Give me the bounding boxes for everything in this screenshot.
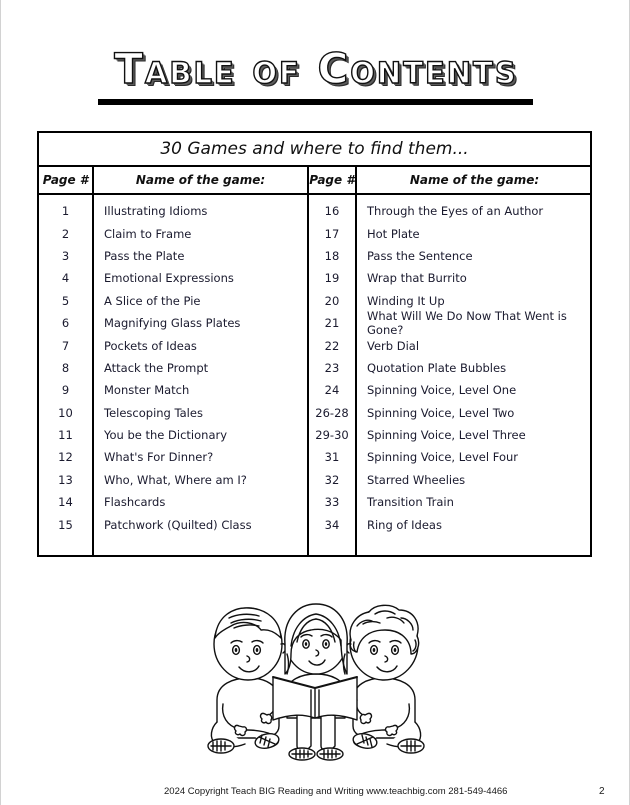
table-of-contents	[37, 131, 592, 557]
toc-game-name: Transition Train	[367, 495, 454, 510]
toc-game-name: What Will We Do Now That Went is Gone?	[367, 309, 567, 338]
column-name-left	[92, 195, 307, 555]
toc-game-name: Spinning Voice, Level Three	[367, 428, 526, 443]
toc-page-number: 17	[324, 226, 340, 241]
toc-page-number: 14	[58, 495, 73, 510]
header-cell-page-right	[307, 167, 355, 193]
center-child	[273, 604, 357, 760]
toc-page-number: 7	[61, 338, 70, 353]
toc-page-number: 29-30	[315, 428, 349, 443]
header-label-page-right: Page #	[309, 173, 355, 187]
toc-game-name: Who, What, Where am I?	[104, 472, 247, 487]
toc-game-name: Pass the Plate	[104, 248, 185, 263]
toc-page-number: 34	[324, 517, 340, 532]
title-underline	[98, 99, 533, 105]
toc-page-number: 13	[58, 472, 73, 487]
toc-game-name: Ring of Ideas	[367, 517, 442, 532]
toc-game-name: Quotation Plate Bubbles	[367, 360, 507, 375]
toc-page-number: 22	[324, 338, 340, 353]
toc-game-name: Monster Match	[104, 383, 190, 398]
header-label-page-left: Page #	[42, 173, 89, 187]
toc-game-name: Spinning Voice, Level Two	[367, 405, 515, 420]
header-label-name-right: Name of the game:	[409, 173, 540, 187]
toc-game-name: Pass the Sentence	[367, 248, 473, 263]
game-list-right	[357, 195, 592, 555]
toc-game-name: Emotional Expressions	[104, 271, 234, 286]
header-label-name-left: Name of the game:	[135, 173, 266, 187]
column-page-right	[307, 195, 355, 555]
toc-game-name: Magnifying Glass Plates	[104, 316, 241, 331]
toc-page-number: 2	[61, 226, 70, 241]
header-cell-name-right	[355, 167, 592, 193]
toc-game-name: Flashcards	[104, 495, 166, 510]
toc-page-number: 10	[58, 405, 73, 420]
column-name-right	[355, 195, 592, 555]
right-child	[346, 605, 424, 753]
toc-game-name: Wrap that Burrito	[367, 271, 467, 286]
table-body	[39, 195, 590, 555]
toc-page-number: 16	[324, 204, 340, 219]
toc-game-name: Spinning Voice, Level Four	[367, 450, 518, 465]
toc-page-number: 15	[58, 517, 73, 532]
children-reading-illustration	[187, 596, 445, 764]
toc-game-name: Spinning Voice, Level One	[367, 383, 517, 398]
toc-game-name: Claim to Frame	[104, 226, 192, 241]
toc-page-number: 18	[324, 248, 340, 263]
toc-game-name: Through the Eyes of an Author	[367, 204, 544, 219]
toc-page-number: 31	[324, 450, 340, 465]
toc-game-name: A Slice of the Pie	[104, 293, 201, 308]
page-list-right	[309, 195, 355, 555]
toc-game-name: Telescoping Tales	[104, 405, 203, 420]
header-cell-page-left	[39, 167, 92, 193]
footer-copyright: 2024 Copyright Teach BIG Reading and Writing www.teachbig.com 281-549-4466	[164, 786, 508, 797]
toc-page-number: 11	[58, 428, 73, 443]
toc-page-number: 19	[324, 271, 340, 286]
table-header-row	[39, 167, 590, 195]
toc-game-name: You be the Dictionary	[104, 428, 228, 443]
toc-page-number: 12	[58, 450, 73, 465]
toc-page-number: 33	[324, 495, 340, 510]
toc-page-number: 21	[324, 316, 340, 331]
toc-page-number: 4	[61, 271, 70, 286]
toc-game-name: Hot Plate	[367, 226, 420, 241]
page-footer	[1, 786, 630, 800]
toc-page-number: 9	[61, 383, 70, 398]
table-caption	[39, 133, 590, 167]
toc-page-number: 32	[324, 472, 340, 487]
toc-page-number: 6	[61, 316, 70, 331]
page-title: Table of Contents	[114, 44, 518, 93]
toc-game-name: Winding It Up	[367, 293, 445, 308]
toc-game-name: Patchwork (Quilted) Class	[104, 517, 252, 532]
toc-page-number: 20	[324, 293, 340, 308]
toc-page-number: 1	[61, 204, 70, 219]
toc-page-number: 8	[61, 360, 70, 375]
toc-game-name: Verb Dial	[367, 338, 420, 353]
footer-page-number: 2	[599, 786, 605, 797]
page-list-left	[39, 195, 92, 555]
page-title-block	[1, 44, 630, 94]
toc-page-number: 26-28	[315, 405, 349, 420]
toc-game-name: Pockets of Ideas	[104, 338, 197, 353]
header-cell-name-left	[92, 167, 307, 193]
table-caption-text: 30 Games and where to find them...	[160, 139, 469, 159]
toc-game-name: Attack the Prompt	[104, 360, 209, 375]
toc-page-number: 5	[61, 293, 70, 308]
game-list-left	[94, 195, 307, 555]
toc-page-number: 24	[324, 383, 340, 398]
column-page-left	[39, 195, 92, 555]
toc-page-number: 3	[61, 248, 70, 263]
toc-game-name: Starred Wheelies	[367, 472, 466, 487]
toc-game-name: Illustrating Idioms	[104, 204, 208, 219]
toc-page-number: 23	[324, 360, 340, 375]
toc-game-name: What's For Dinner?	[104, 450, 214, 465]
